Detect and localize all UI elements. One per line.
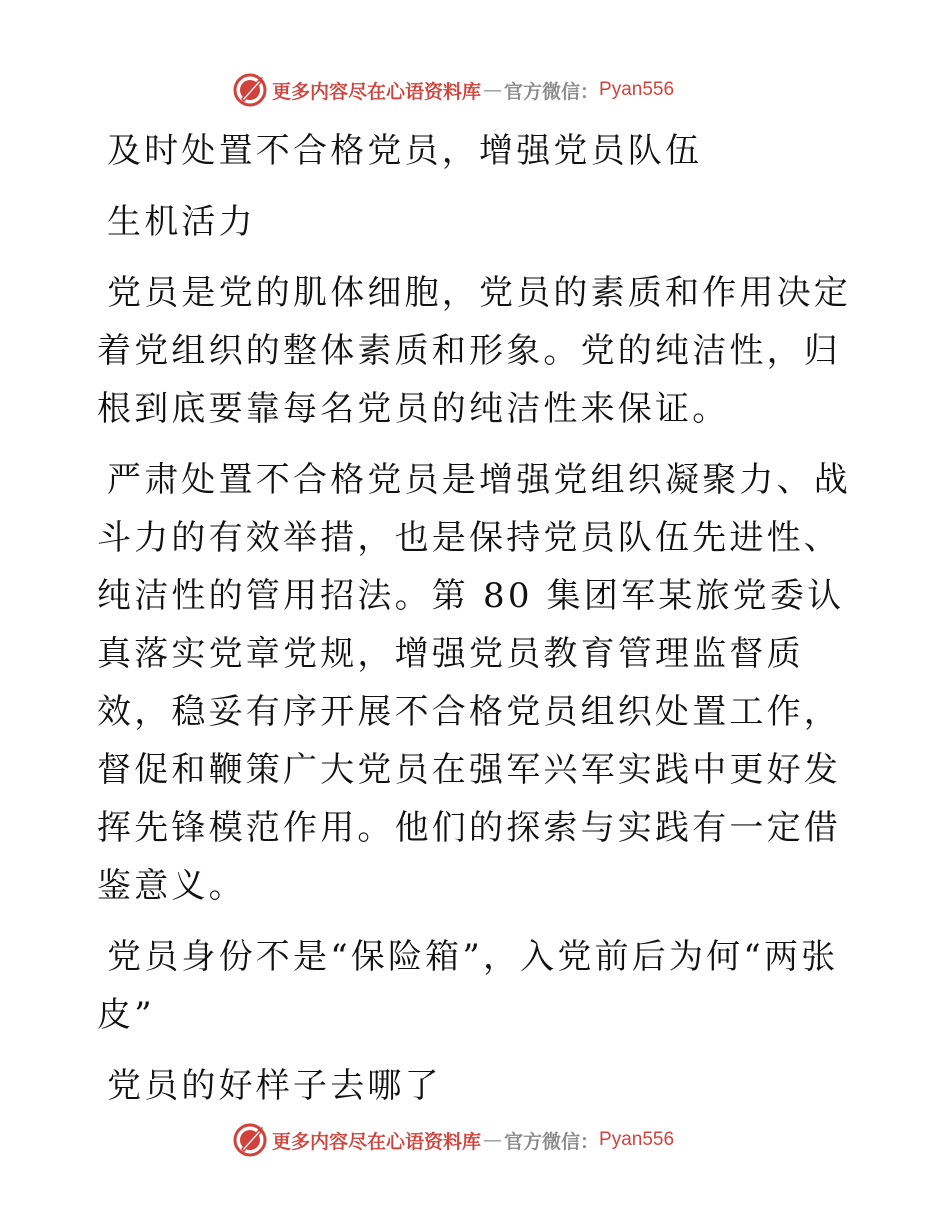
banner-site-text: 更多内容尽在心语资料库 [272, 1130, 482, 1153]
footer-banner [232, 1120, 674, 1160]
document-body [97, 122, 857, 1128]
paragraph-1: 党员是党的肌体细胞，党员的素质和作用决定着党组织的整体素质和形象。党的纯洁性，归根到底要靠每名党员的纯洁性来保证。 [97, 273, 851, 429]
banner-wechat-id: Pyan556 [599, 1129, 675, 1150]
banner-wechat-id: Pyan556 [599, 79, 675, 100]
quill-pen-logo-icon [232, 72, 268, 108]
banner-site-text: 更多内容尽在心语资料库 [272, 80, 482, 103]
document-title-line-2: 生机活力 [107, 202, 256, 242]
paragraph-2: 严肃处置不合格党员是增强党组织凝聚力、战斗力的有效举措，也是保持党员队伍先进性、纯洁性的管用招法。第 80 集团军某旅党委认真落实党章党规，增强党员教育管理监督质效，稳妥有序开展不合格党员组织处置工作，督促和鞭策广大党员在强军兴军实践中更好发挥先锋模范作用。他们的探索与实践有一定借鉴意义。 [97, 460, 851, 906]
banner-dash: — [483, 1129, 503, 1151]
subheading-2: 党员的好样子去哪了 [107, 1066, 442, 1106]
banner-wechat-label: 官方微信： [504, 80, 600, 103]
banner-dash: — [483, 79, 503, 101]
header-banner [232, 70, 674, 110]
document-title-line-1: 及时处置不合格党员，增强党员队伍 [107, 131, 703, 171]
quill-pen-logo-icon [232, 1122, 268, 1158]
banner-wechat-label: 官方微信： [504, 1130, 600, 1153]
subheading-1: 党员身份不是“保险箱”，入党前后为何“两张皮” [97, 937, 839, 1035]
